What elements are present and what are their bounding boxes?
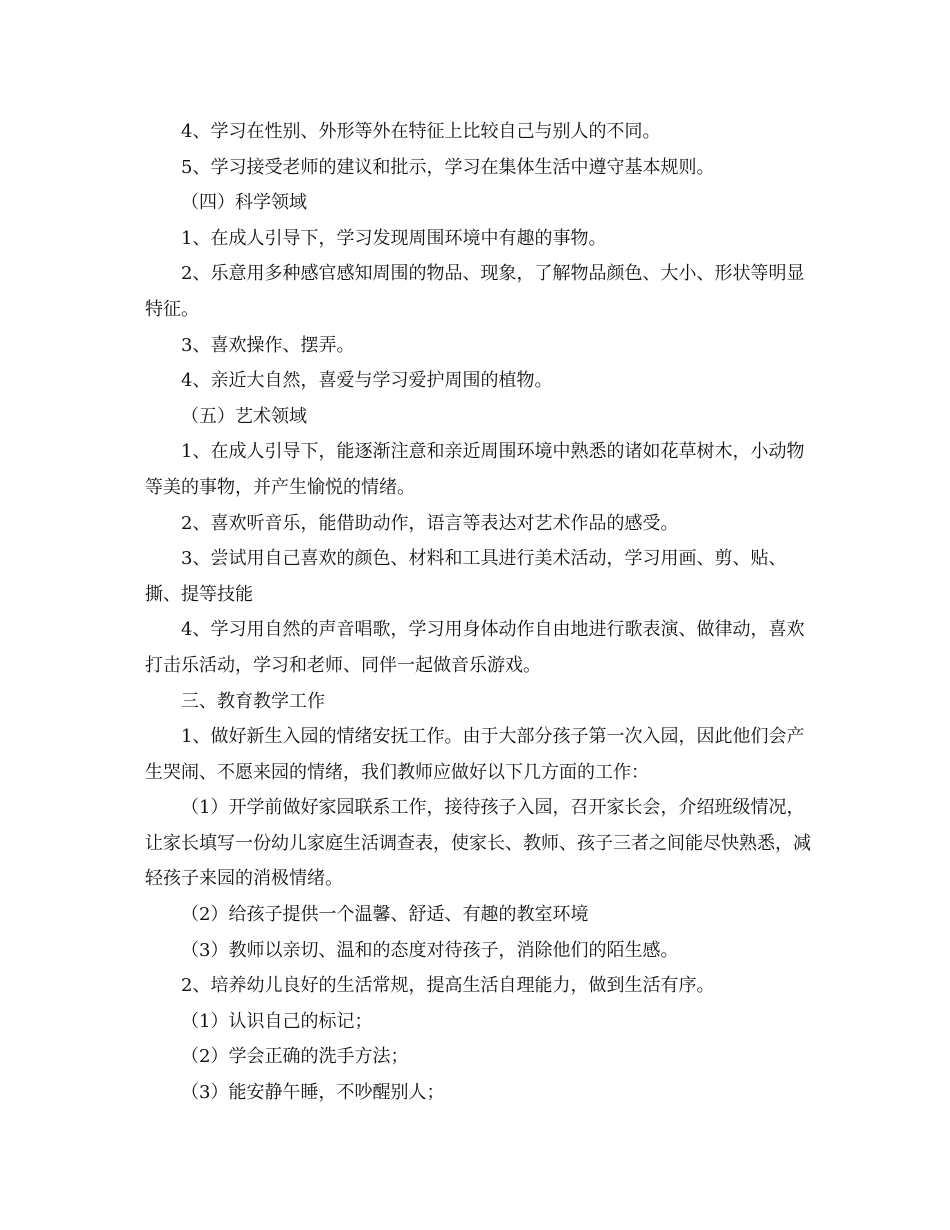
paragraph: 5、学习接受老师的建议和批示，学习在集体生活中遵守基本规则。 [181, 156, 715, 178]
paragraph: （2）学会正确的洗手方法； [181, 1046, 409, 1068]
paragraph: 3、喜欢操作、摆弄。 [181, 334, 355, 356]
document-body [145, 114, 815, 1111]
paragraph: （1）认识自己的标记； [181, 1010, 373, 1032]
paragraph: （3）教师以亲切、温和的态度对待孩子，消除他们的陌生感。 [181, 939, 679, 961]
section-heading: 三、教育教学工作 [181, 690, 325, 712]
paragraph: （2）给孩子提供一个温馨、舒适、有趣的教室环境 [181, 904, 589, 926]
section-heading: （五）艺术领域 [181, 405, 307, 427]
paragraph: 4、学习用自然的声音唱歌，学习用身体动作自由地进行歌表演、做律动，喜欢打击乐活动，学习和老师、同伴一起做音乐游戏。 [145, 619, 805, 676]
paragraph: 3、尝试用自己喜欢的颜色、材料和工具进行美术活动，学习用画、剪、贴、撕、提等技能 [145, 548, 787, 605]
paragraph: 4、亲近大自然，喜爱与学习爱护周围的植物。 [181, 370, 553, 392]
paragraph: （3）能安静午睡，不吵醒别人； [181, 1082, 445, 1104]
paragraph: （1）开学前做好家园联系工作，接待孩子入园，召开家长会，介绍班级情况，让家长填写一份幼儿家庭生活调查表，使家长、教师、孩子三者之间能尽快熟悉，减轻孩子来园的消极情绪。 [145, 797, 811, 890]
section-heading: （四）科学领域 [181, 192, 307, 214]
paragraph: 2、喜欢听音乐，能借助动作，语言等表达对艺术作品的感受。 [181, 512, 679, 534]
paragraph: 2、培养幼儿良好的生活常规，提高生活自理能力，做到生活有序。 [181, 975, 715, 997]
paragraph: 4、学习在性别、外形等外在特征上比较自己与别人的不同。 [181, 121, 661, 142]
paragraph: 1、做好新生入园的情绪安抚工作。由于大部分孩子第一次入园，因此他们会产生哭闹、不愿来园的情绪，我们教师应做好以下几方面的工作： [145, 726, 805, 783]
paragraph: 1、在成人引导下，学习发现周围环境中有趣的事物。 [181, 227, 607, 249]
paragraph: 2、乐意用多种感官感知周围的物品、现象，了解物品颜色、大小、形状等明显特征。 [145, 263, 805, 320]
paragraph: 1、在成人引导下，能逐渐注意和亲近周围环境中熟悉的诸如花草树木，小动物等美的事物，并产生愉悦的情绪。 [145, 441, 805, 498]
